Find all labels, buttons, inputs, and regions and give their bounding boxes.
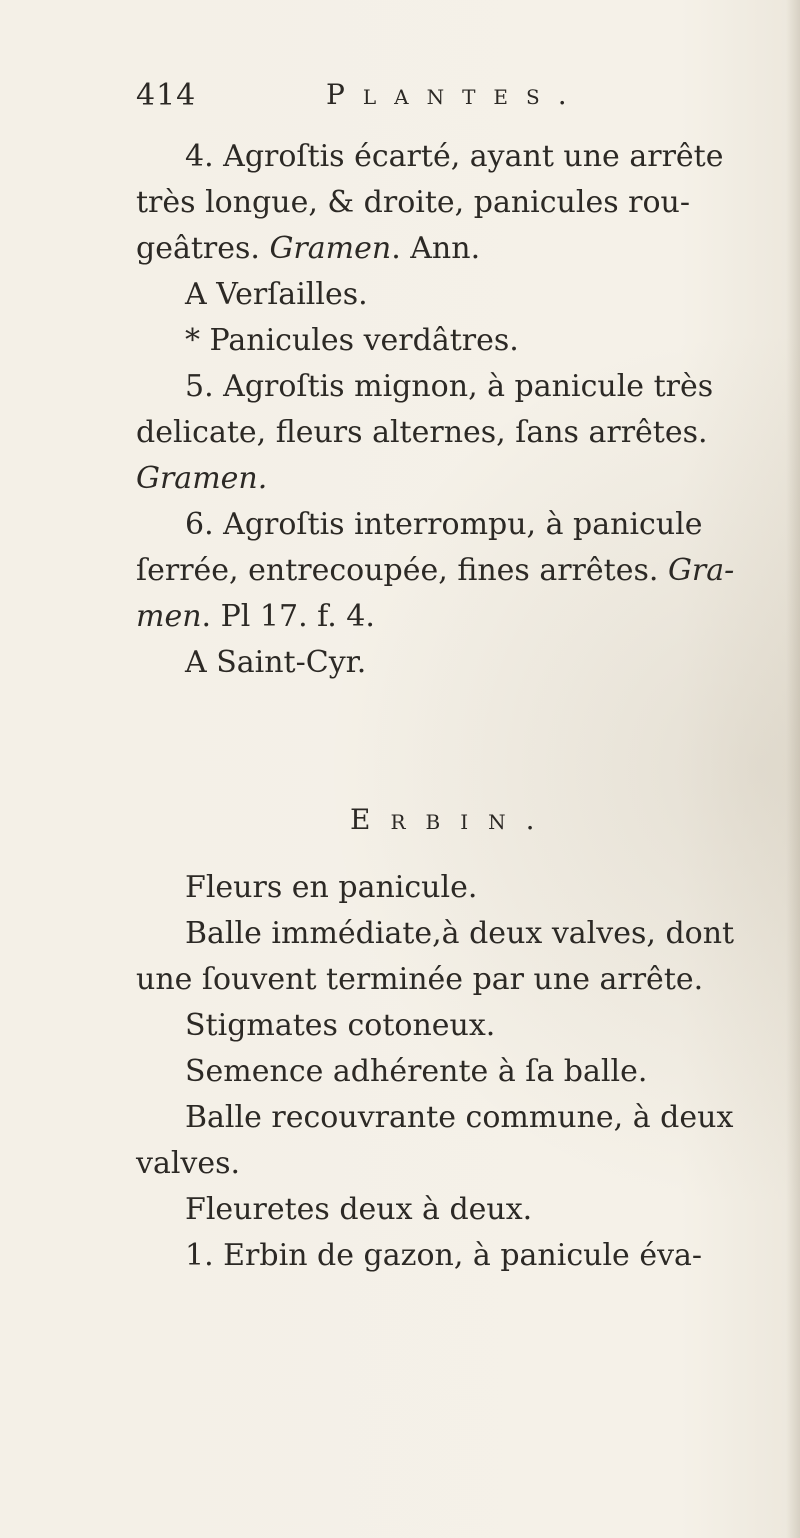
- text-line: 1. Erbin de gazon, à panicule éva-: [185, 1238, 703, 1273]
- section-title: Erbin.: [350, 803, 555, 836]
- text-line: * Panicules verdâtres.: [185, 323, 519, 358]
- text-line: ſerrée, entrecoupée, fines arrêtes. Gra-: [136, 553, 735, 588]
- text-line: A Saint-Cyr.: [185, 645, 367, 680]
- running-title: Plantes.: [326, 78, 585, 111]
- text-line: Stigmates cotoneux.: [185, 1008, 496, 1043]
- text-line: A Verſailles.: [185, 277, 368, 312]
- text-line: très longue, & droite, panicules rou-: [136, 185, 691, 220]
- text-line: Semence adhérente à ſa balle.: [185, 1054, 648, 1089]
- page-edge-shadow: [786, 0, 800, 1538]
- text-line: Balle recouvrante commune, à deux: [185, 1100, 734, 1135]
- text-line: valves.: [136, 1146, 241, 1181]
- text-line: Gramen.: [136, 461, 268, 496]
- text-line: 4. Agroſtis écarté, ayant une arrête: [185, 139, 724, 174]
- page-number: 414: [136, 78, 197, 113]
- text-line: Fleurs en panicule.: [185, 870, 478, 905]
- text-line: 6. Agroſtis interrompu, à panicule: [185, 507, 703, 542]
- text-line: geâtres. Gramen. Ann.: [136, 231, 481, 266]
- page-header: [136, 78, 736, 118]
- text-line: Fleuretes deux à deux.: [185, 1192, 533, 1227]
- text-line: 5. Agroſtis mignon, à panicule très: [185, 369, 714, 404]
- text-line: delicate, fleurs alternes, ſans arrêtes.: [136, 415, 708, 450]
- text-line: une ſouvent terminée par une arrête.: [136, 962, 704, 997]
- text-line: Balle immédiate,à deux valves, dont: [185, 916, 735, 951]
- text-line: men. Pl 17. f. 4.: [136, 599, 375, 634]
